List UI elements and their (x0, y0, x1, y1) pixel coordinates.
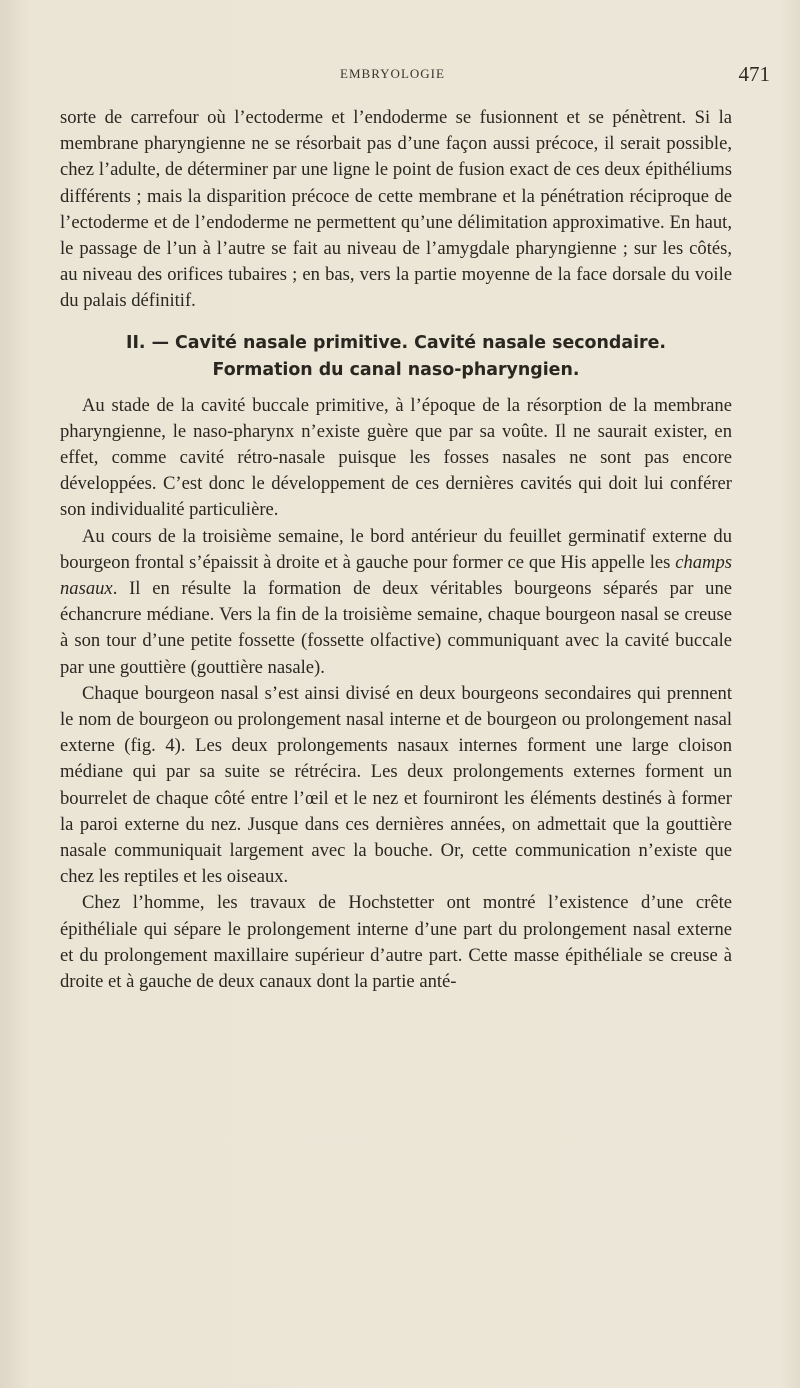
term-champs-nasaux: champs nasaux (60, 551, 732, 600)
paragraph-third-week-end: . Il en résulte la formation de deux véritables bourgeons séparés par une échancrure médiane. Vers la fin de la troisième semaine, chaque bourgeon nasal se creuse à son tour d’une petite fossette (fossette olfactive) communiquant avec la cavité buccale par une gouttière (gouttière nasale). (60, 578, 732, 678)
body-text (60, 105, 732, 995)
paragraph-nasal-buds: Chaque bourgeon nasal s’est ainsi divisé en deux bourgeons secondaires qui prennent le nom de bourgeon ou prolongement nasal interne et de bourgeon ou prolongement nasal externe (fig. 4). Les deux prolongements nasaux internes forment une large cloison médiane qui par sa suite se rétrécira. Les deux prolongements externes forment un bourrelet de chaque côté entre l’œil et le nez et fourniront les éléments destinés à former la paroi externe du nez. Jusque dans ces dernières années, on admettait que la gouttière nasale communiquait largement avec la bouche. Or, cette communication n’existe que chez les reptiles et les oiseaux. (60, 682, 732, 888)
running-title: EMBRYOLOGIE (340, 66, 445, 81)
paragraph-primitive-cavity: Au stade de la cavité buccale primitive, à l’époque de la résorption de la membrane pharyngienne, le naso-pharynx n’existe guère que par sa voûte. Il ne saurait exister, en effet, comme cavité rétro-nasale puisque les fosses nasales ne sont pas encore développées. C’est donc le développement de ces dernières cavités qui doit lui conférer son individualité particulière. (60, 394, 732, 521)
paragraph-continuation: sorte de carrefour où l’ectoderme et l’endoderme se fusionnent et se pénètrent. Si la membrane pharyngienne ne se résorbait pas d’une façon aussi précoce, il serait possible, chez l’adulte, de déterminer par une ligne le point de fusion exact de ces deux épithéliums différents ; mais la disparition précoce de cette membrane et la pénétration réciproque de l’ectoderme et de l’endoderme ne permettent qu’une délimitation approximative. En haut, le passage de l’un à l’autre se fait au niveau de l’amygdale pharyngienne ; sur les côtés, au niveau des orifices tubaires ; en bas, vers la partie moyenne de la face dorsale du voile du palais définitif. (60, 107, 732, 312)
section-heading-line-1: II. — Cavité nasale primitive. Cavité nasale secondaire. (125, 332, 667, 353)
section-heading (60, 330, 732, 384)
section-heading-line-2: Formation du canal naso-pharyngien. (212, 359, 580, 380)
paragraph-third-week-start: Au cours de la troisième semaine, le bord antérieur du feuillet germinatif externe du bourgeon frontal s’épaissit à droite et à gauche pour former ce que His appelle les (60, 525, 732, 573)
paragraph-hochstetter: Chez l’homme, les travaux de Hochstetter ont montré l’existence d’une crête épithéliale qui sépare le prolongement interne d’une part du prolongement nasal externe et du prolongement maxillaire supérieur d’autre part. Cette masse épithéliale se creuse à droite et à gauche de deux canaux dont la partie anté- (60, 892, 732, 993)
page-header (55, 62, 770, 90)
page-number: 471 (738, 62, 770, 86)
paragraph-third-week (60, 524, 732, 681)
